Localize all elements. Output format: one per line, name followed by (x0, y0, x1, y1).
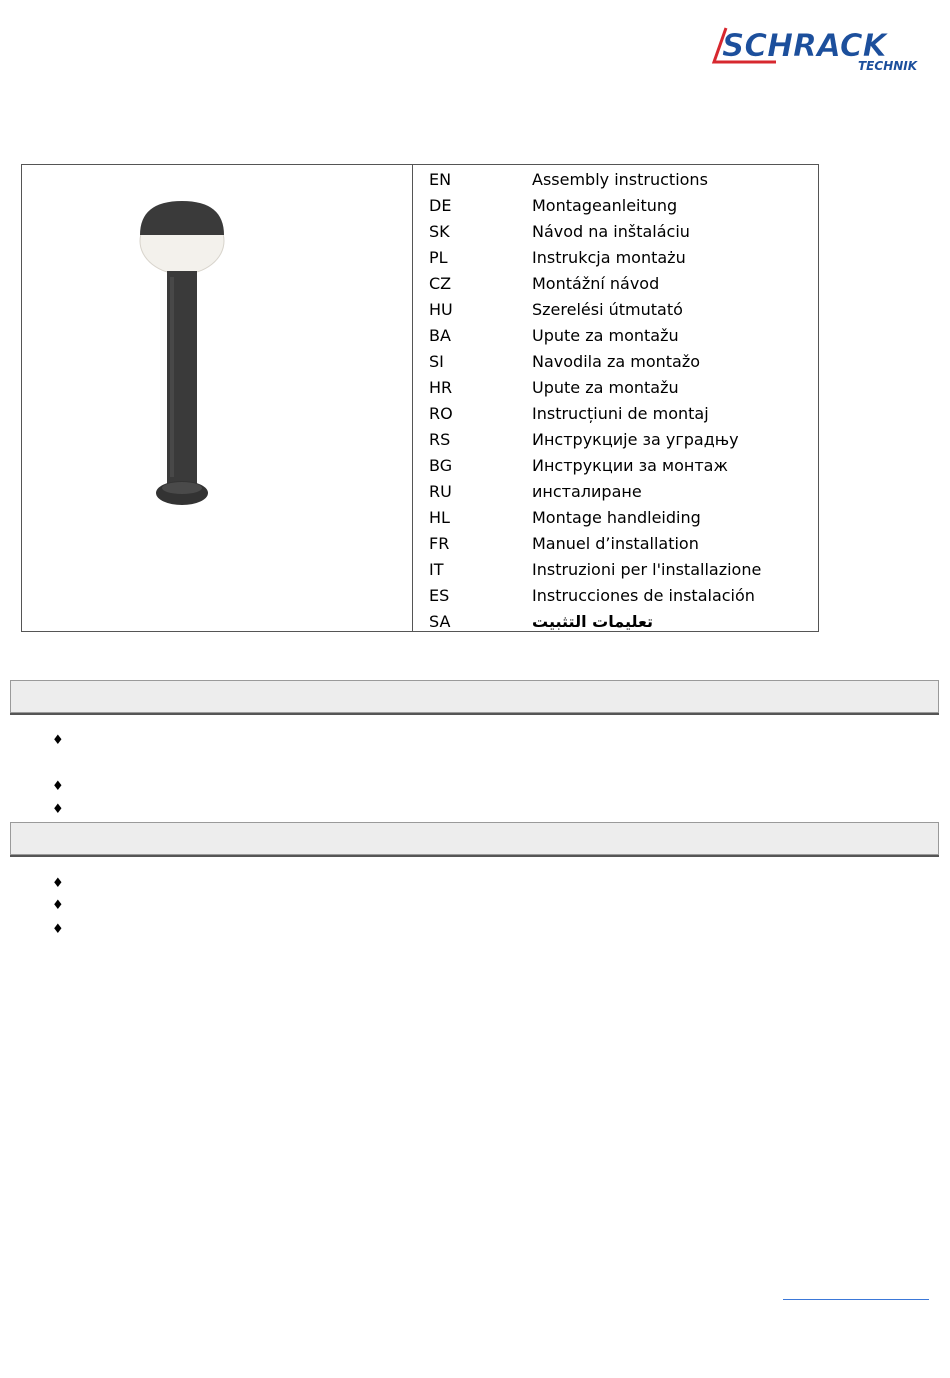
bullet-marker: ♦ (52, 922, 64, 937)
language-title: Manuel d’installation (532, 534, 699, 553)
language-row (427, 193, 807, 219)
bollard-lamp-image (137, 197, 227, 515)
footer-link-underline (783, 1299, 929, 1300)
language-code: ES (429, 586, 450, 605)
language-title: Assembly instructions (532, 170, 708, 189)
section-header-bar (10, 680, 939, 713)
schrack-logo (706, 22, 930, 74)
language-row (427, 349, 807, 375)
language-title: Инструкције за уградњу (532, 430, 739, 449)
language-title: Instrucțiuni de montaj (532, 404, 709, 423)
language-title: Upute za montažu (532, 326, 679, 345)
language-title: Upute za montažu (532, 378, 679, 397)
language-row (427, 167, 807, 193)
language-code: BG (429, 456, 453, 475)
language-title: Instrukcja montażu (532, 248, 686, 267)
language-title: Návod na inštaláciu (532, 222, 690, 241)
language-title: Szerelési útmutató (532, 300, 683, 319)
language-code: HR (429, 378, 453, 397)
language-list (427, 167, 807, 635)
table-divider (412, 165, 413, 631)
logo-brand: SCHRACK (722, 28, 887, 64)
bullet-marker: ♦ (52, 802, 64, 817)
language-code: SI (429, 352, 444, 371)
language-row (427, 479, 807, 505)
language-code: IT (429, 560, 444, 579)
language-row (427, 219, 807, 245)
language-title: Montageanleitung (532, 196, 678, 215)
language-code: RS (429, 430, 451, 449)
language-code: DE (429, 196, 452, 215)
logo-tagline: TECHNIK (858, 59, 918, 73)
language-row (427, 609, 807, 635)
language-code: RO (429, 404, 453, 423)
language-row (427, 323, 807, 349)
language-row (427, 375, 807, 401)
language-row (427, 557, 807, 583)
language-code: HU (429, 300, 453, 319)
language-title: Инструкции за монтаж (532, 456, 728, 475)
language-row (427, 427, 807, 453)
section-header-bar (10, 822, 939, 855)
language-code: BA (429, 326, 451, 345)
language-title: инсталиране (532, 482, 642, 501)
logo-graphic (706, 22, 930, 74)
language-code: EN (429, 170, 452, 189)
language-code: FR (429, 534, 450, 553)
language-code: CZ (429, 274, 452, 293)
bullet-marker: ♦ (52, 898, 64, 913)
language-row (427, 505, 807, 531)
language-title: Montage handleiding (532, 508, 701, 527)
language-title: تعليمات التثبيت (532, 612, 654, 631)
language-title: Instruzioni per l'installazione (532, 560, 762, 579)
bullet-marker: ♦ (52, 876, 64, 891)
language-title: Montážní návod (532, 274, 660, 293)
language-row (427, 271, 807, 297)
language-code: RU (429, 482, 452, 501)
language-title: Instrucciones de instalación (532, 586, 755, 605)
language-code: HL (429, 508, 450, 527)
language-table (21, 164, 819, 632)
language-code: SK (429, 222, 450, 241)
language-row (427, 583, 807, 609)
bullet-marker: ♦ (52, 779, 64, 794)
language-row (427, 245, 807, 271)
language-code: PL (429, 248, 448, 267)
language-title: Navodila za montažo (532, 352, 701, 371)
language-code: SA (429, 612, 451, 631)
language-row (427, 453, 807, 479)
language-row (427, 297, 807, 323)
language-row (427, 401, 807, 427)
bullet-marker: ♦ (52, 733, 64, 748)
language-row (427, 531, 807, 557)
